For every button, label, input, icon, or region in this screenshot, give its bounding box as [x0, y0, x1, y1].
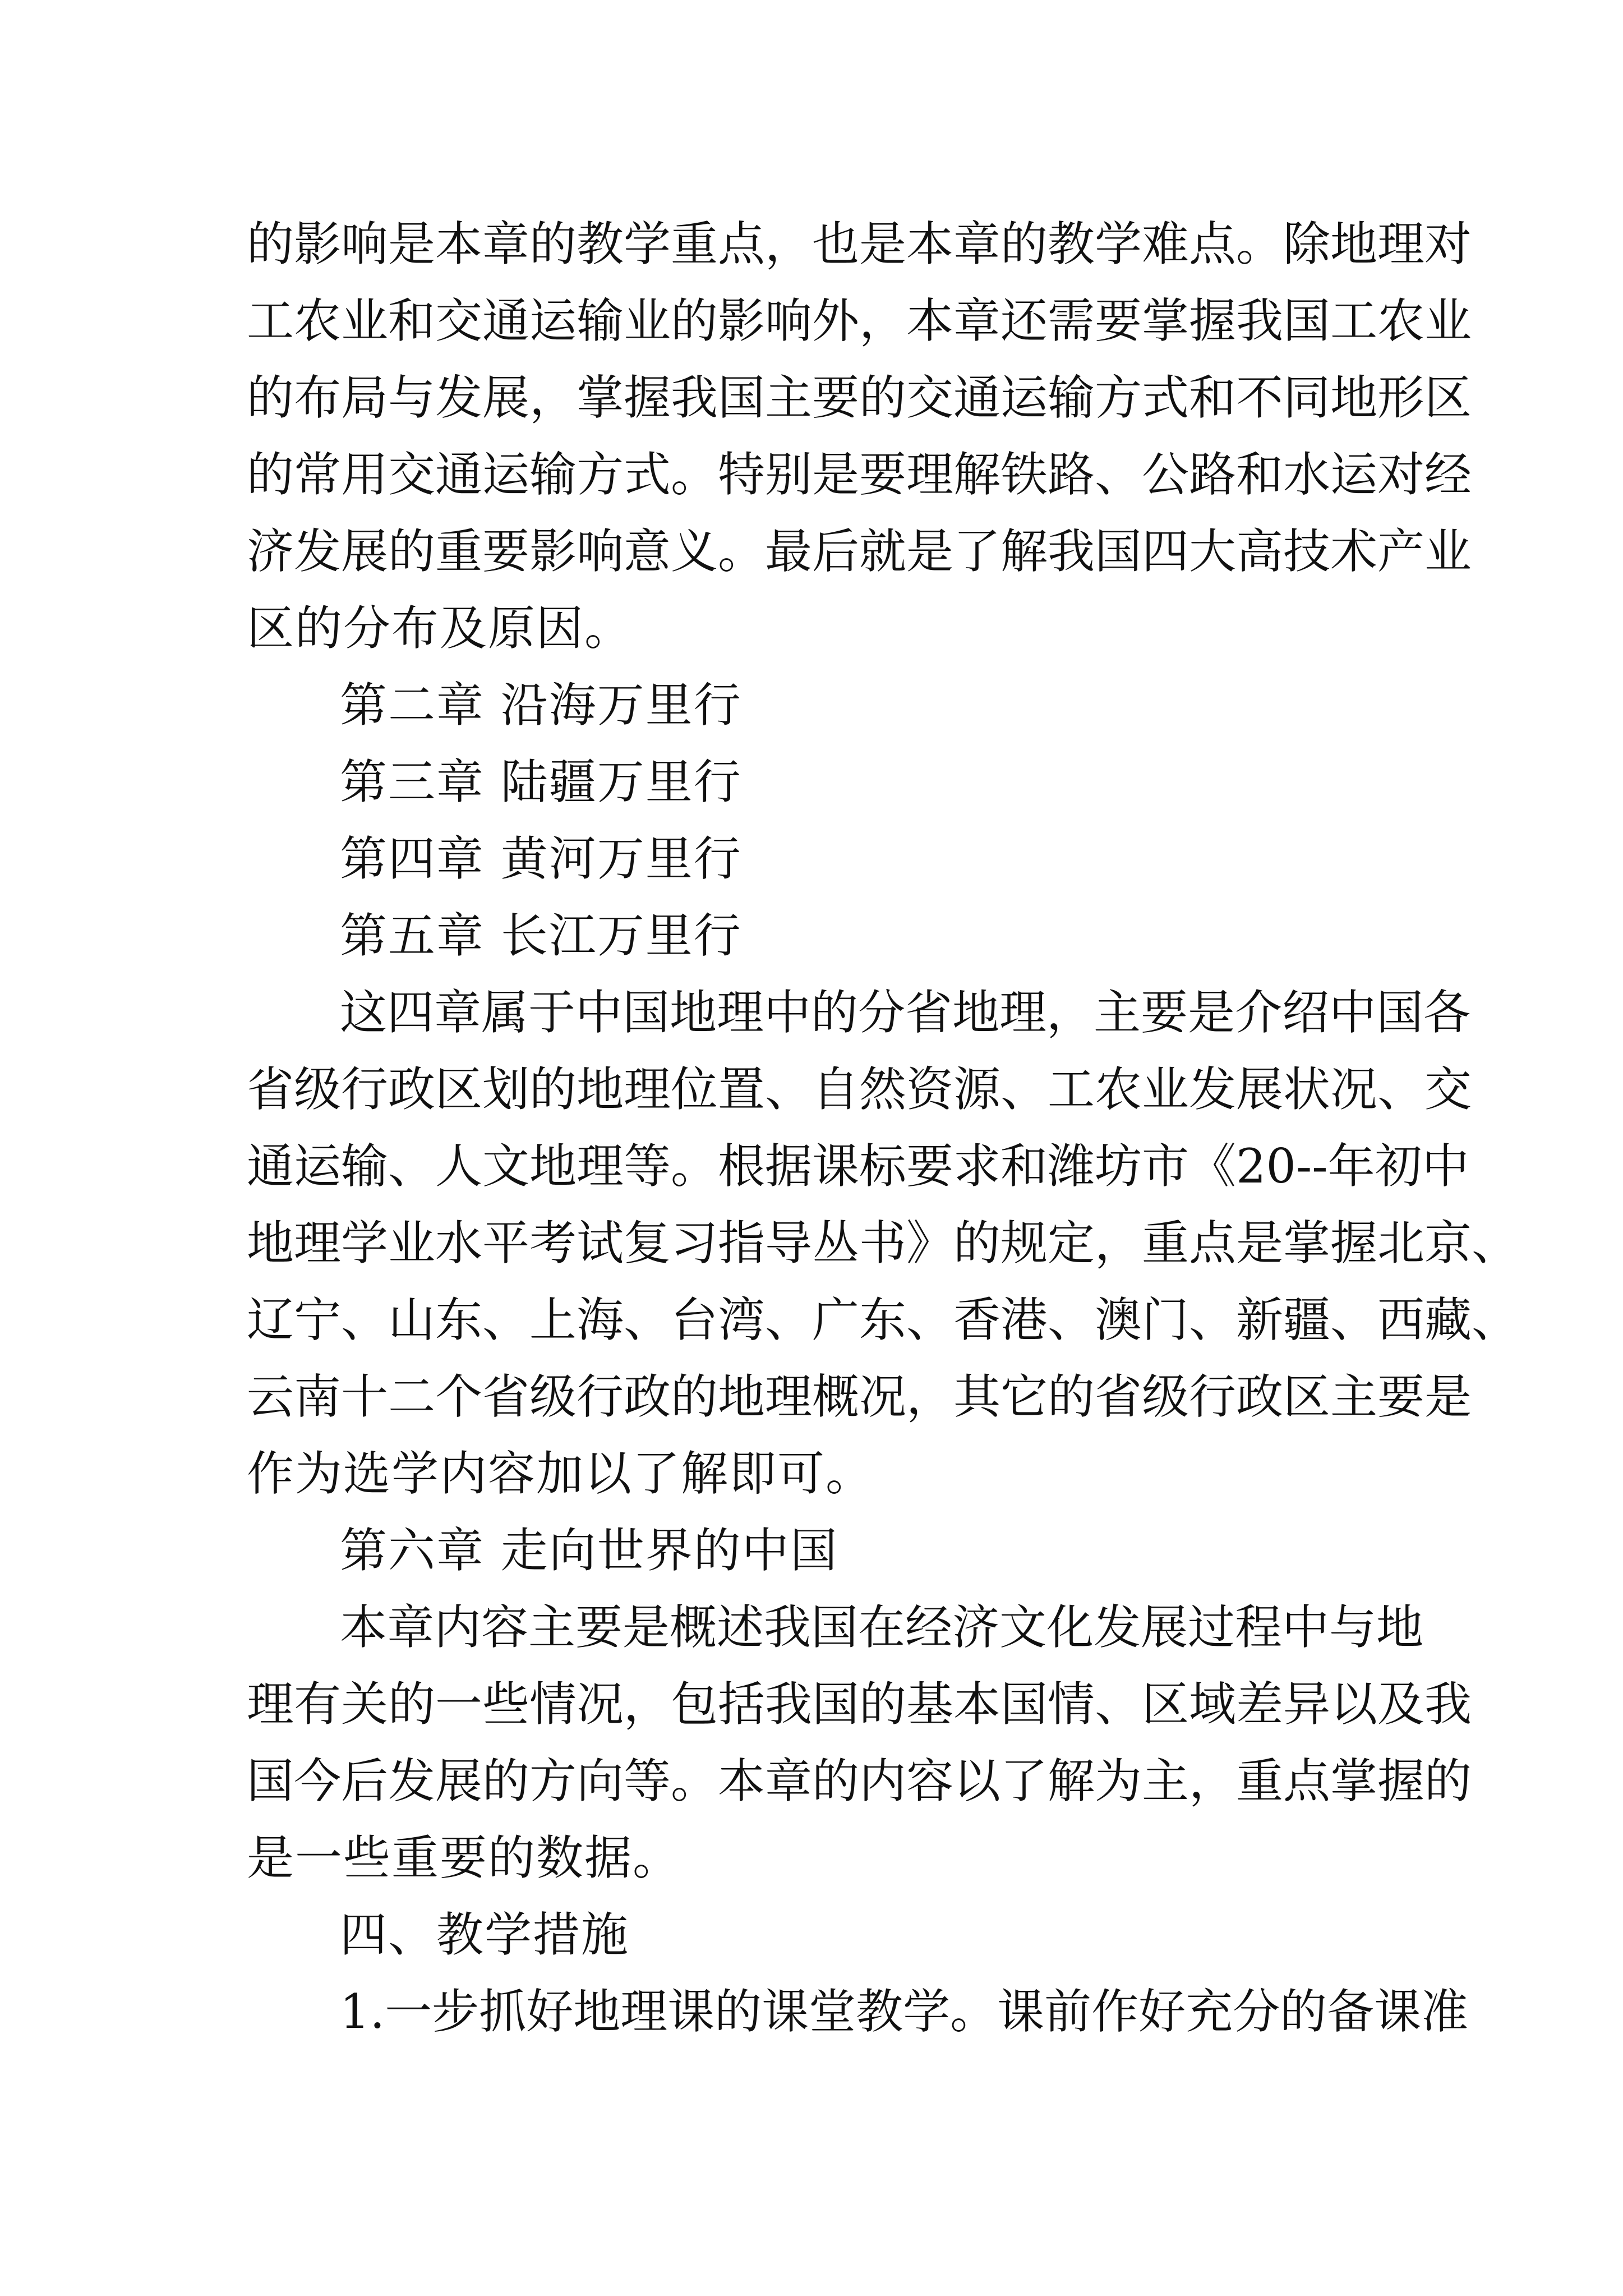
text-line: 国今后发展的方向等。本章的内容以了解为主，重点掌握的	[247, 1754, 1472, 1809]
text-line: 是一些重要的数据。	[247, 1830, 681, 1885]
text-line: 济发展的重要影响意义。最后就是了解我国四大高技术产业	[247, 524, 1472, 579]
text-line: 的布局与发展，掌握我国主要的交通运输方式和不同地形区	[247, 370, 1472, 425]
text-line: 辽宁、山东、上海、台湾、广东、香港、澳门、新疆、西藏、	[247, 1292, 1519, 1347]
chapter-heading: 第四章 黄河万里行	[340, 831, 742, 886]
chapter-heading: 第六章 走向世界的中国	[340, 1523, 838, 1578]
text-line: 地理学业水平考试复习指导丛书》的规定，重点是掌握北京、	[247, 1216, 1519, 1271]
text-line: 理有关的一些情况，包括我国的基本国情、区域差异以及我	[247, 1677, 1472, 1732]
section-heading: 四、教学措施	[340, 1907, 630, 1962]
text-line: 本章内容主要是概述我国在经济文化发展过程中与地	[340, 1600, 1424, 1655]
chapter-heading: 第二章 沿海万里行	[340, 678, 742, 733]
text-line: 工农业和交通运输业的影响外，本章还需要掌握我国工农业	[247, 293, 1472, 348]
text-line: 区的分布及原因。	[247, 601, 633, 656]
text-line: 的影响是本章的教学重点，也是本章的教学难点。除地理对	[247, 217, 1472, 272]
chapter-heading: 第三章 陆疆万里行	[340, 754, 742, 809]
text-line: 通运输、人文地理等。根据课标要求和潍坊市《20--年初中	[247, 1139, 1469, 1194]
text-line: 作为选学内容加以了解即可。	[247, 1446, 874, 1501]
chapter-heading: 第五章 长江万里行	[340, 908, 742, 963]
text-line: 1.一步抓好地理课的课堂教学。课前作好充分的备课准	[340, 1984, 1469, 2039]
text-line: 省级行政区划的地理位置、自然资源、工农业发展状况、交	[247, 1062, 1472, 1117]
text-line: 这四章属于中国地理中的分省地理，主要是介绍中国各	[340, 985, 1471, 1040]
text-line: 的常用交通运输方式。特别是要理解铁路、公路和水运对经	[247, 447, 1472, 502]
text-line: 云南十二个省级行政的地理概况，其它的省级行政区主要是	[247, 1369, 1472, 1424]
